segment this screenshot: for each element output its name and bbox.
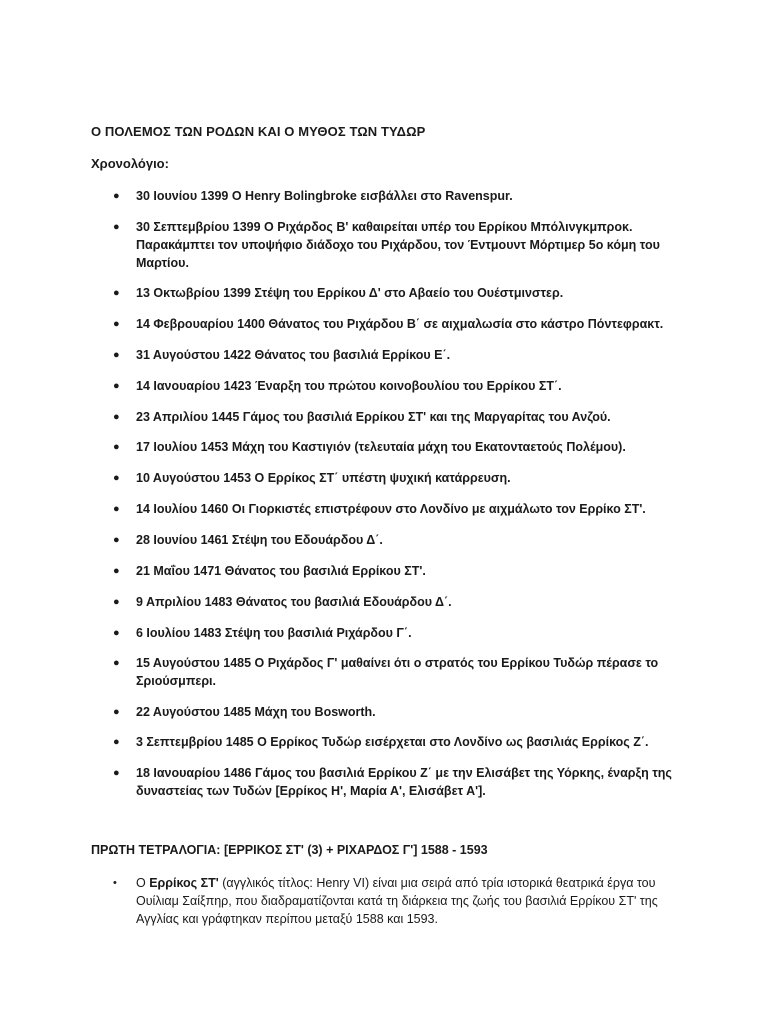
bullet-icon: ● [113,472,120,484]
bullet-icon: ● [113,565,120,577]
timeline-item-text: 6 Ιουλίου 1483 Στέψη του βασιλιά Ριχάρδου Γ΄. [136,626,412,640]
timeline-item-text: 3 Σεπτεμβρίου 1485 Ο Ερρίκος Τυδώρ εισέρχεται στο Λονδίνο ως βασιλιάς Ερρίκος Ζ΄. [136,735,649,749]
timeline-item-text: 10 Αυγούστου 1453 Ο Ερρίκος ΣΤ΄ υπέστη ψυχική κατάρρευση. [136,471,511,485]
timeline-item-text: 13 Οκτωβρίου 1399 Στέψη του Ερρίκου Δ' στο Αβαείο του Ουέστμινστερ. [136,286,564,300]
paragraph-text [136,874,696,928]
paragraph-prefix: Ο [136,876,150,890]
timeline-heading: Χρονολόγιο: [91,156,169,171]
timeline-item-text: 30 Ιουνίου 1399 Ο Henry Bolingbroke εισβάλλει στο Ravenspur. [136,189,513,203]
bullet-icon: ● [113,190,120,202]
timeline-item-text: 14 Ιανουαρίου 1423 Έναρξη του πρώτου κοινοβουλίου του Ερρίκου ΣΤ΄. [136,379,562,393]
bullet-icon: ● [113,706,120,718]
bullet-icon: ● [113,534,120,546]
document-title: Ο ΠΟΛΕΜΟΣ ΤΩΝ ΡΟΔΩΝ ΚΑΙ Ο ΜΥΘΟΣ ΤΩΝ ΤΥΔΩΡ [91,124,426,139]
bullet-icon: ● [113,627,120,639]
timeline-item-text: 30 Σεπτεμβρίου 1399 Ο Ριχάρδος Β' καθαιρείται υπέρ του Ερρίκου Μπόλινγκμπροκ. Παρακάμπτει τον υποψήφιο διάδοχο του Ριχάρδου, τον Έντμουντ Μόρτιμερ 5ο κόμη του Μαρτίου. [136,220,660,270]
bullet-icon: • [113,877,117,889]
bullet-icon: ● [113,767,120,779]
timeline-item-text: 21 Μαΐου 1471 Θάνατος του βασιλιά Ερρίκου ΣΤ'. [136,564,426,578]
bullet-icon: ● [113,657,120,669]
bullet-icon: ● [113,503,120,515]
bullet-icon: ● [113,349,120,361]
bullet-icon: ● [113,318,120,330]
section-heading: ΠΡΩΤΗ ΤΕΤΡΑΛΟΓΙΑ: [ΕΡΡΙΚΟΣ ΣΤ' (3) + ΡΙΧΑΡΔΟΣ Γ'] 1588 - 1593 [91,843,488,857]
timeline-item-text: 14 Ιουλίου 1460 Οι Γιορκιστές επιστρέφουν στο Λονδίνο με αιχμάλωτο τον Ερρίκο ΣΤ'. [136,502,646,516]
bullet-icon: ● [113,411,120,423]
timeline-item-text: 15 Αυγούστου 1485 Ο Ριχάρδος Γ' μαθαίνει ότι ο στρατός του Ερρίκου Τυδώρ πέρασε το Σριούσμπερι. [136,656,659,688]
bullet-icon: ● [113,287,120,299]
timeline-item-text: 23 Απριλίου 1445 Γάμος του βασιλιά Ερρίκου ΣΤ' και της Μαργαρίτας του Ανζού. [136,410,611,424]
timeline-item-text: 31 Αυγούστου 1422 Θάνατος του βασιλιά Ερρίκου Ε΄. [136,348,451,362]
paragraph-body: (αγγλικός τίτλος: Henry VI) είναι μια σειρά από τρία ιστορικά θεατρικά έργα του Ουίλιαμ Σαίξπηρ, που διαδραματίζονται κατά τη διάρκεια της ζωής του βασιλιά Ερρίκου ΣΤ' της Αγγλίας και γράφτηκαν περίπου μεταξύ 1588 και 1593. [136,876,658,926]
timeline-item-text: 9 Απριλίου 1483 Θάνατος του βασιλιά Εδουάρδου Δ΄. [136,595,452,609]
timeline-item-text: 17 Ιουλίου 1453 Μάχη του Καστιγιόν (τελευταία μάχη του Εκατονταετούς Πολέμου). [136,440,626,454]
bullet-icon: ● [113,221,120,233]
bullet-icon: ● [113,380,120,392]
bullet-icon: ● [113,736,120,748]
bullet-icon: ● [113,596,120,608]
timeline-item-text: 18 Ιανουαρίου 1486 Γάμος του βασιλιά Ερρίκου Ζ΄ με την Ελισάβετ της Υόρκης, έναρξη της δυναστείας των Τυδών [Ερρίκος Η', Μαρία Α', Ελισάβετ Α']. [136,766,672,798]
timeline-item-text: 28 Ιουνίου 1461 Στέψη του Εδουάρδου Δ΄. [136,533,383,547]
bullet-icon: ● [113,441,120,453]
timeline-item-text: 14 Φεβρουαρίου 1400 Θάνατος του Ριχάρδου Β΄ σε αιχμαλωσία στο κάστρο Πόντεφρακτ. [136,317,664,331]
paragraph-bold-term: Ερρίκος ΣΤ' [149,876,219,890]
timeline-item-text: 22 Αυγούστου 1485 Μάχη του Bosworth. [136,705,376,719]
